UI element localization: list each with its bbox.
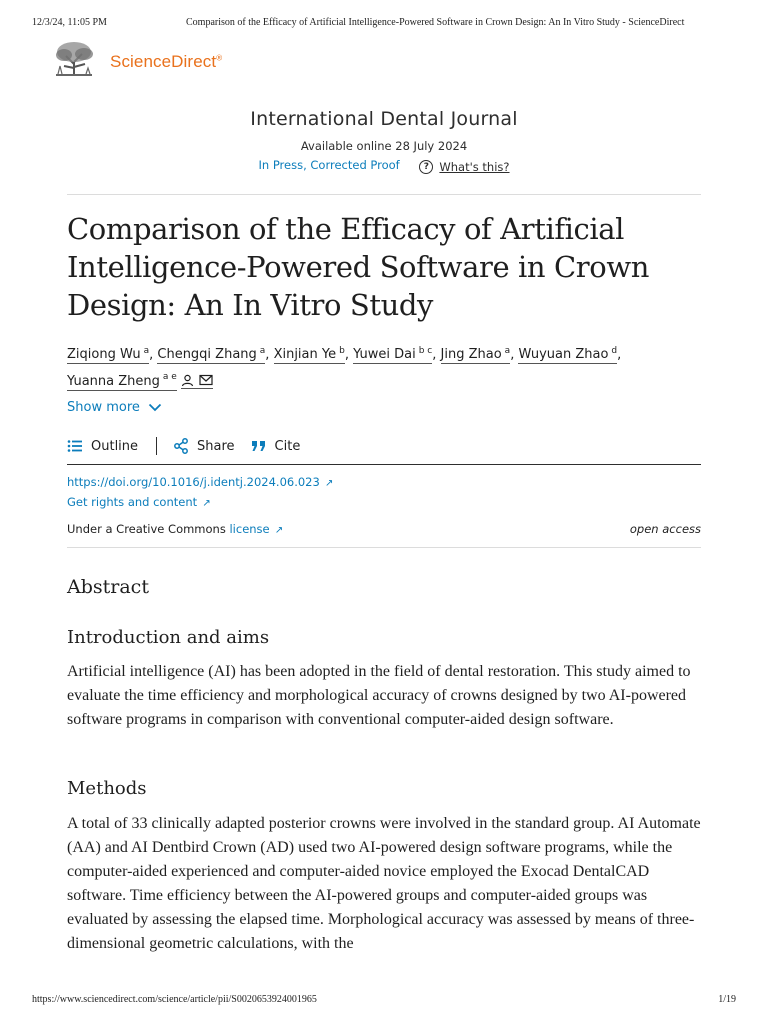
- journal-name[interactable]: International Dental Journal: [250, 108, 518, 130]
- author-affiliation: b c: [418, 346, 433, 356]
- cc-text: Under a Creative Commons: [67, 522, 230, 536]
- author-affiliation: b: [339, 346, 345, 356]
- doi-text: https://doi.org/10.1016/j.identj.2024.06.023: [67, 475, 320, 489]
- author-link[interactable]: [518, 347, 617, 364]
- show-more-button[interactable]: [67, 400, 162, 415]
- envelope-icon: [199, 374, 213, 386]
- whats-this-label: What's this?: [439, 160, 510, 174]
- open-access-label: open access: [629, 522, 701, 536]
- abstract-heading: Abstract: [67, 576, 149, 598]
- chevron-down-icon: [148, 403, 162, 412]
- divider: [67, 547, 701, 548]
- author-link[interactable]: [67, 347, 149, 364]
- author-contact-icons[interactable]: [181, 374, 213, 389]
- whats-this-button[interactable]: [419, 160, 509, 174]
- print-title: Comparison of the Efficacy of Artificial Intelligence-Powered Software in Crown Design: An In Vitro Study - ScienceDirect: [186, 17, 685, 28]
- rights-link[interactable]: [67, 495, 211, 509]
- doi-link[interactable]: [67, 475, 333, 489]
- list-icon: [67, 439, 83, 453]
- author-list: Ziqiong Wu $^a$, Chengqi Zhang $^a$, Xinjian Ye $^b$, Yuwei Dai $^{b c}$, Jing Zhao $^a$, Wuyuan Zhao $^d$, Yuanna Zheng $^{a e}$: [67, 346, 622, 389]
- author-affiliation: a: [504, 346, 511, 356]
- person-icon: [181, 374, 194, 387]
- corresponding-author-link[interactable]: [67, 374, 177, 391]
- brand-name: [110, 52, 222, 72]
- author-name: Jing Zhao: [440, 347, 502, 363]
- author-name: Yuwei Dai: [353, 347, 416, 363]
- author-name: Yuanna Zheng: [67, 373, 160, 389]
- sciencedirect-logo[interactable]: [52, 40, 272, 80]
- share-button[interactable]: [173, 438, 235, 454]
- outline-label: Outline: [91, 438, 139, 454]
- print-footer: [32, 994, 736, 1008]
- in-press-link[interactable]: In Press, Corrected Proof: [258, 158, 400, 172]
- creative-commons-notice: [67, 522, 283, 536]
- rights-text: Get rights and content: [67, 495, 198, 509]
- external-link-icon: ↗: [271, 525, 284, 536]
- print-date: 12/3/24, 11:05 PM: [32, 17, 107, 28]
- author-name: Wuyuan Zhao: [518, 347, 609, 363]
- author-link[interactable]: [274, 347, 345, 364]
- question-icon: ?: [419, 160, 433, 174]
- divider: [67, 194, 701, 195]
- author-affiliation: a: [143, 346, 150, 356]
- author-link[interactable]: [441, 347, 511, 364]
- share-icon: [173, 438, 189, 454]
- license-link[interactable]: [229, 522, 283, 536]
- article-toolbar: [67, 434, 300, 458]
- external-link-icon: ↗: [321, 478, 334, 489]
- methods-paragraph: A total of 33 clinically adapted posterior crowns were involved in the standard group. AI Automate (AA) and AI Dentbird Crown (AD) used two AI-powered design software programs, while the computer-aided experienced and computer-aided novice employed the Exocad DentalCAD software. Time efficiency between the AI-powered groups and computer-aided groups was evaluated by assessing the elapsed time. Morphological accuracy was assessed by means of three-dimensional geometric calculations, with the: [67, 815, 701, 952]
- article-status-row: [0, 158, 768, 174]
- brand-mark: ®: [216, 53, 223, 63]
- print-url: https://www.sciencedirect.com/science/article/pii/S0020653924001965: [32, 994, 317, 1005]
- author-affiliation: a e: [162, 372, 177, 383]
- author-link[interactable]: [157, 347, 265, 364]
- toolbar-divider: [67, 464, 701, 465]
- cite-button[interactable]: [251, 439, 301, 454]
- license-text: license: [229, 522, 270, 536]
- toolbar-separator: [156, 437, 157, 455]
- brand-name-text: ScienceDirect: [110, 52, 217, 71]
- author-link[interactable]: [353, 347, 432, 364]
- share-label: Share: [197, 438, 235, 454]
- article-title: Comparison of the Efficacy of Artificial Intelligence-Powered Software in Crown Design: An In Vitro Study: [67, 212, 650, 322]
- author-affiliation: a: [259, 346, 266, 356]
- external-link-icon: ↗: [199, 498, 211, 509]
- show-more-label: Show more: [67, 400, 140, 415]
- elsevier-tree-icon: [52, 40, 96, 78]
- introduction-paragraph: Artificial intelligence (AI) has been adopted in the field of dental restoration. This study aimed to evaluate the time efficiency and morphological accuracy of crowns designed by two AI-powered software programs in comparison with conventional computer-aided design software.: [67, 663, 691, 728]
- author-name: Chengqi Zhang: [157, 347, 257, 363]
- section-heading-methods: Methods: [67, 778, 147, 799]
- author-name: Ziqiong Wu: [67, 347, 141, 363]
- author-affiliation: d: [611, 346, 618, 356]
- cite-label: Cite: [274, 438, 301, 454]
- available-online: Available online 28 July 2024: [300, 139, 468, 153]
- print-page-number: 1/19: [718, 994, 736, 1005]
- quote-icon: [251, 439, 267, 453]
- section-heading-introduction: Introduction and aims: [67, 627, 270, 648]
- print-header: [32, 17, 736, 31]
- outline-button[interactable]: [67, 439, 138, 454]
- author-name: Xinjian Ye: [273, 347, 337, 363]
